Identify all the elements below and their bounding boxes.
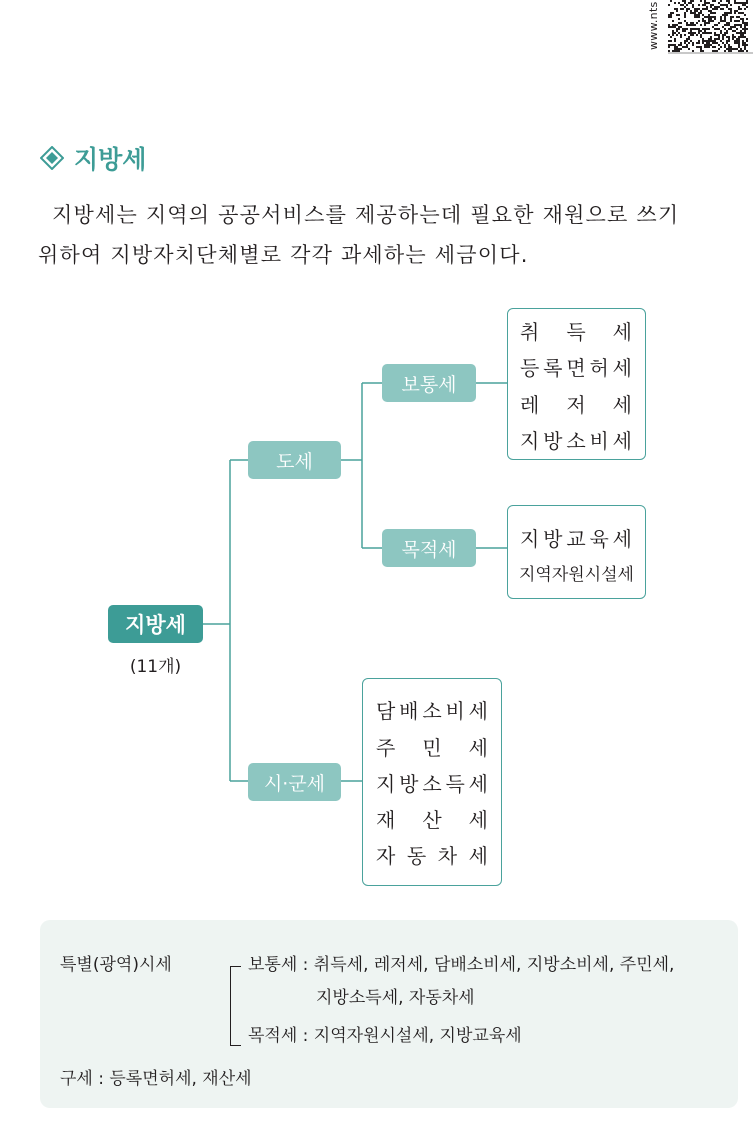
leaf-char: 소 <box>422 772 442 796</box>
qr-code <box>668 0 748 52</box>
leaf-char: 소 <box>422 699 442 723</box>
leaf-item <box>376 732 488 761</box>
leaf-char: 동 <box>406 844 427 868</box>
leaf-item: 지역자원시설세 <box>519 565 634 585</box>
leaf-char: 세 <box>612 527 632 551</box>
leaf-char: 지 <box>520 527 540 551</box>
intro-line: 지방세는 지역의 공공서비스를 제공하는데 필요한 재원으로 쓰기 <box>52 203 680 227</box>
metropolitan-tax-note <box>40 920 738 1108</box>
leaf-char: 세 <box>468 808 488 832</box>
leaf-item <box>376 840 488 869</box>
leaf-char: 득 <box>445 772 465 796</box>
leaf-char: 세 <box>468 844 488 868</box>
leaf-char: 면 <box>566 356 586 380</box>
leaf-char: 세 <box>612 356 632 380</box>
leaf-char: 육 <box>589 527 609 551</box>
section-title: 지방세 <box>74 145 147 174</box>
leaf-char: 득 <box>566 320 586 344</box>
leaf-char: 주 <box>376 736 396 760</box>
ordinary-tax-node: 보통세 <box>382 364 476 402</box>
leaf-char: 재 <box>376 808 396 832</box>
leaf-char: 세 <box>612 320 632 344</box>
leaf-item <box>376 695 488 724</box>
special-city-tax-label: 특별(광역)시세 <box>60 955 172 975</box>
leaf-char: 비 <box>445 699 465 723</box>
intro-line: 위하여 지방자치단체별로 각각 과세하는 세금이다. <box>38 243 529 267</box>
website-url: www.nts <box>647 1 660 50</box>
leaf-char: 세 <box>468 736 488 760</box>
leaf-char: 록 <box>543 356 563 380</box>
root-count: (11개) <box>129 657 182 677</box>
leaf-char: 지 <box>376 772 396 796</box>
leaf-char: 저 <box>566 393 586 417</box>
leaf-char: 취 <box>520 320 540 344</box>
root-node: 지방세 <box>108 605 203 643</box>
leaf-char: 비 <box>589 429 609 453</box>
leaf-char: 세 <box>612 393 632 417</box>
leaf-char: 허 <box>589 356 609 380</box>
intro-paragraph <box>38 195 748 275</box>
leaf-char: 산 <box>422 808 442 832</box>
leaf-char: 민 <box>422 736 442 760</box>
leaf-char: 담 <box>376 699 396 723</box>
local-tax-diagram <box>0 300 753 900</box>
purpose-tax-node: 목적세 <box>382 529 476 567</box>
leaf-item <box>520 425 632 454</box>
leaf-char: 방 <box>543 527 563 551</box>
leaf-item <box>520 389 632 418</box>
leaf-char: 레 <box>520 393 540 417</box>
leaf-char: 방 <box>399 772 419 796</box>
leaf-char: 등 <box>520 356 540 380</box>
leaf-item <box>520 523 632 552</box>
leaf-char: 차 <box>437 844 458 868</box>
diamond-bullet-icon <box>40 146 64 170</box>
leaf-item <box>376 768 488 797</box>
leaf-char: 교 <box>566 527 586 551</box>
leaf-item <box>520 352 632 381</box>
city-county-tax-node: 시·군세 <box>248 763 341 801</box>
leaf-char: 자 <box>376 844 396 868</box>
leaf-char: 세 <box>612 429 632 453</box>
ordinary-tax-line-cont: 지방소득세, 자동차세 <box>316 988 475 1008</box>
header-divider <box>668 52 753 54</box>
leaf-char: 지 <box>520 429 540 453</box>
bracket <box>230 966 243 1046</box>
leaf-char: 소 <box>566 429 586 453</box>
leaf-item <box>520 316 632 345</box>
leaf-char: 세 <box>468 699 488 723</box>
province-tax-node: 도세 <box>248 441 341 479</box>
ordinary-tax-line: 보통세 : 취득세, 레저세, 담배소비세, 지방소비세, 주민세, <box>248 955 675 975</box>
leaf-char: 배 <box>399 699 419 723</box>
district-tax-line: 구세 : 등록면허세, 재산세 <box>60 1069 252 1089</box>
section-heading <box>40 141 146 175</box>
leaf-item <box>376 804 488 833</box>
leaf-char: 방 <box>543 429 563 453</box>
purpose-tax-line: 목적세 : 지역자원시설세, 지방교육세 <box>248 1026 522 1046</box>
leaf-char: 세 <box>468 772 488 796</box>
